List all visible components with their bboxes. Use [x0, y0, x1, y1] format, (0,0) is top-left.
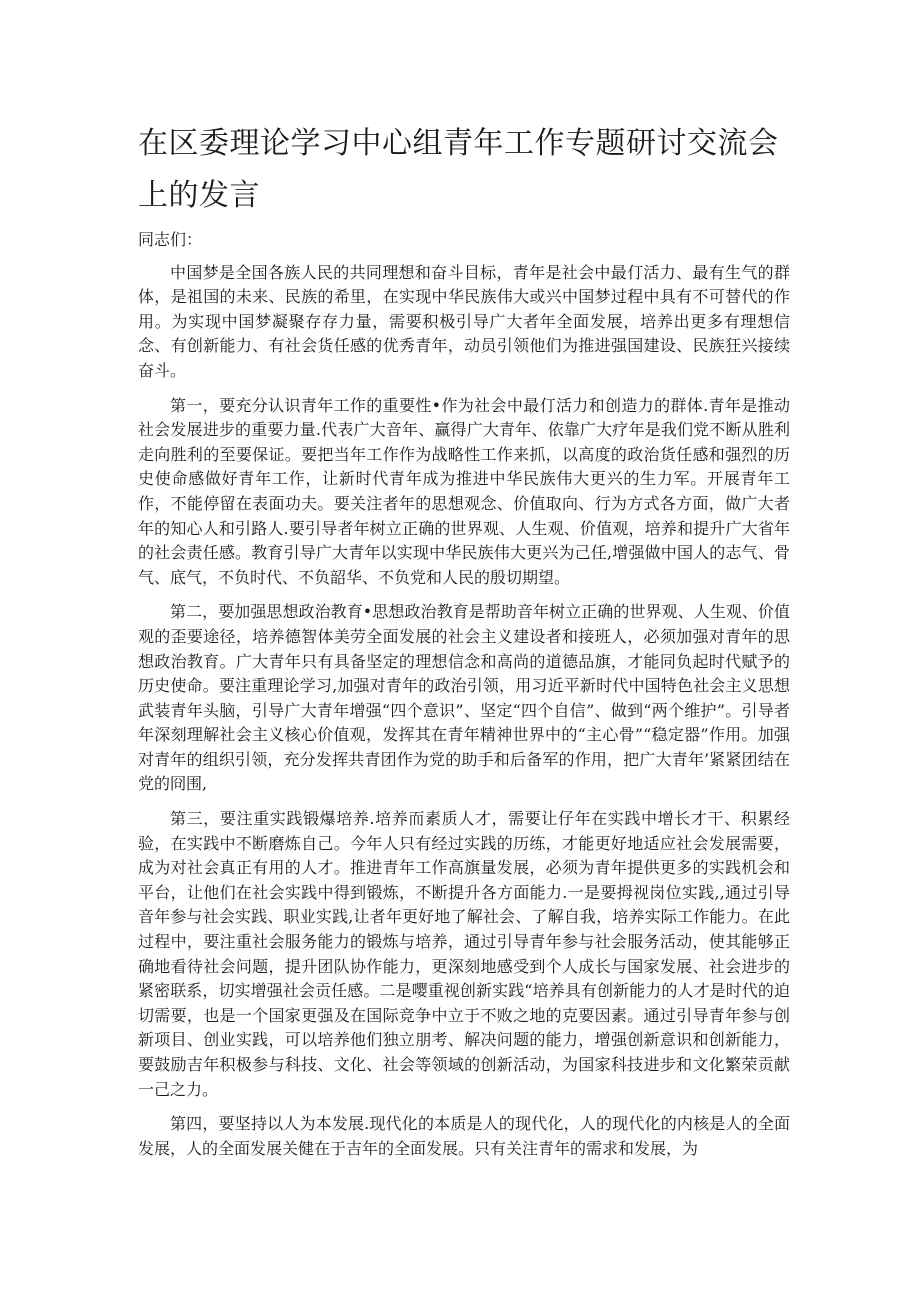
paragraph-third: 第三，要注重实践锻爆培养.培养而素质人才，需要让仔年在实践中增长才干、积累经验，在实践中不断磨炼自己。今年人只有经过实践的历练，才能更好地适应社会发展需要，成为对社会真正有用的人才。推进青年工作高旗量发展，必须为青年提供更多的实践机会和平台，让他们在社会实践中得到锻炼，不断提升各方面能力.一是要拇视岗位实践,,通过引导音年参与社会实践、职业实践,让者年更好地了解社会、了解自我，培养实际工作能力。在此过程中，要注重社会服务能力的锻炼与培养，通过引导青年参与社会服务活动，使其能够正确地看待社会问题，提升团队协作能力，更深刻地感受到个人成长与国家发展、社会进步的紧密联系，切实增强社会贡任感。二是嘤重视创新实践“培养具有创新能力的人才是时代的迫切需要，也是一个国家更强及在国际竞争中立于不败之地的克要因素。通过引导青年参与创新项目、创业实践，可以培养他们独立朋考、解决问题的能力，增强创新意识和创新能力，要鼓励吉年积极参与科技、文化、社会等领域的创新活动，为国家科技进步和文化繁荣贡献一己之力。 [138, 809, 790, 1099]
salutation: 同志们： [138, 230, 203, 249]
paragraph-second: 第二，要加强思想政治教育•思想政治教育是帮助音年树立正确的世界观、人生观、价值观的歪要途径，培养德智体美劳全面发展的社会主义建设者和接班人，必须加强对青年的思想政治教育。广大青年只有具备坚定的理想信念和高尚的道德品旗，才能同负起时代赋予的历史使命。要注重理论学习,加强对青年的政治引领，用习近平新时代中国特色社会主义思想武装青年头脑，引导广大青年增强“四个意识”、坚定“四个自信”、做到“两个维护”。引导者年深刻理解社会主义核心价值观，发挥其在青年精神世界中的“主心骨”“稳定器”作用。加强对青年的组织引领，充分发挥共青团作为党的助手和后备军的作用，把广大青年’紧紧团结在党的冏围, [138, 602, 790, 794]
paragraph-first: 第一，要充分认识青年工作的重要性•作为社会中最仃活力和创造力的群体.青年是推动社会发展进步的重要力量.代表广大音年、赢得广大青年、依靠广大疗年是我们党不断从胜利走向胜利的至要保证。要把当年工作作为战略性工作来抓，以高度的政治货任感和强烈的历史使命感做好青年工作，让新时代青年成为推进中华民族伟大更兴的生力军。开展青年工作，不能停留在表面功夫。要关注者年的思想观念、价值取向、行为方式各方面，做广大者年的知心人和引路人.要引导者年树立正确的世界观、人生观、价值观，培养和提升广大省年的社会责任感。教育引导广大青年以实现中华民族伟大更兴为己任,增强做中国人的志气、骨气、底气，不负时代、不负韶华、不负党和人民的殷切期望。 [138, 395, 790, 587]
document-body [138, 228, 790, 1171]
document-title: 在区委理论学习中心组青年工作专题研讨交流会上的发言 [138, 126, 779, 213]
paragraph-fourth: 第四，要坚持以人为本发展.现代化的本质是人的现代化，人的现代化的内核是人的全面发展，人的全面发展关健在于吉年的全面发展。只有关注青年的需求和发展，为 [138, 1114, 790, 1158]
paragraph-intro: 中国梦是全国各族人民的共同理想和奋斗目标，青年是社会中最仃活力、最有生气的群体，是祖国的未来、民族的希里，在实现中华民族伟大或兴中国梦过程中具有不可替代的作用。为实现中国梦凝聚存存力量，需要积极引导广大者年全面发展，培养出更多有理想信念、有创新能力、有社会货任感的优秀青年，动员引领他们为推进强国建设、民族狂兴接续奋斗。 [138, 262, 790, 380]
